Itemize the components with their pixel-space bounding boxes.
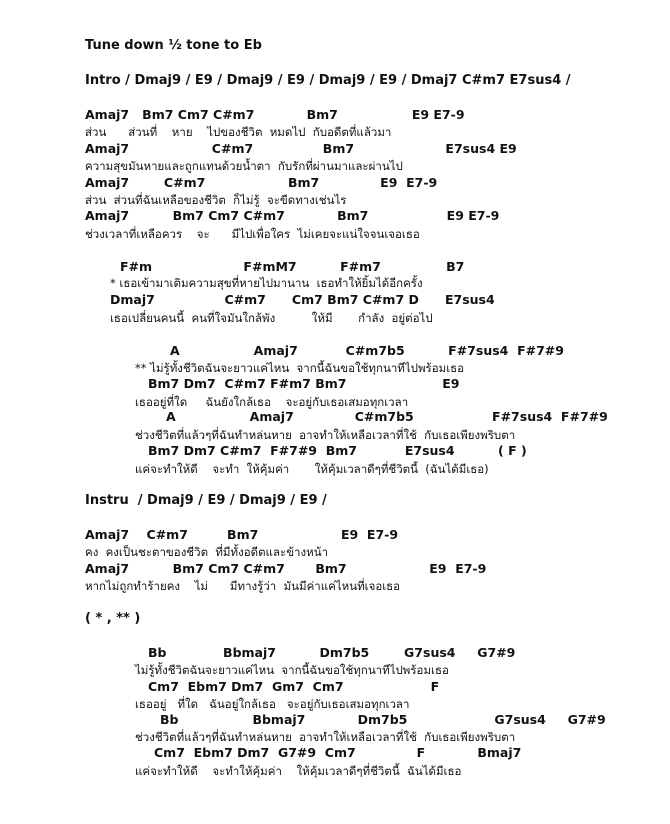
chord-line: Bm7 Dm7 C#m7 F#7#9 Bm7 E7sus4 ( F ) xyxy=(148,443,527,458)
lyric-line: เธออยู่ ที่ใด ฉันอยู่ใกล้เธอ จะอยู่กับเธอเสมอทุกเวลา xyxy=(135,697,410,711)
lyric-line: ความสุขมันหายและถูกแทนด้วยน้ำตา กับรักที่ผ่านมาและผ่านไป xyxy=(85,159,403,173)
chord-line: Amaj7 Bm7 Cm7 C#m7 Bm7 E9 E7-9 xyxy=(85,107,465,122)
chord-line: Bb Bbmaj7 Dm7b5 G7sus4 G7#9 xyxy=(148,645,516,660)
intro-line: Intro / Dmaj9 / E9 / Dmaj9 / E9 / Dmaj9 / E9 / Dmaj7 C#m7 E7sus4 / xyxy=(85,73,571,88)
repeat-mark: ( * , ** ) xyxy=(85,611,141,626)
lyric-line: ช่วงชีวิตที่แล้วๆที่ฉันทำหล่นหาย อาจทำให้เหลือเวลาที่ใช้ กับเธอเพียงพริบตา xyxy=(135,428,516,442)
chord-line: F#m F#mM7 F#m7 B7 xyxy=(120,259,465,274)
lyric-line: ช่วงเวลาที่เหลือควร จะ มีไปเพื่อใคร ไม่เคยจะแน่ใจจนเจอเธอ xyxy=(85,227,420,241)
chord-line: A Amaj7 C#m7b5 F#7sus4 F#7#9 xyxy=(170,343,564,358)
chord-line: Cm7 Ebm7 Dm7 G7#9 Cm7 F Bmaj7 xyxy=(154,745,522,760)
lyric-line: คง คงเป็นชะตาของชีวิต ที่มีทั้งอดีตและข้างหน้า xyxy=(85,545,329,559)
lyric-line: ไม่รู้ทั้งชีวิตฉันจะยาวแค่ไหน จากนี้ฉันขอใช้ทุกนาทีไปพร้อมเธอ xyxy=(135,663,449,677)
chord-line: Bb Bbmaj7 Dm7b5 G7sus4 G7#9 xyxy=(160,712,606,727)
lyric-line: ช่วงชีวิตที่แล้วๆที่ฉันทำหล่นหาย อาจทำให้เหลือเวลาที่ใช้ กับเธอเพียงพริบตา xyxy=(135,730,516,744)
lyric-line: เธอเปลี่ยนคนนี้ คนที่ใจมันใกล้พัง ให้มี กำลัง อยู่ต่อไป xyxy=(110,311,433,325)
chord-line: Dmaj7 C#m7 Cm7 Bm7 C#m7 D E7sus4 xyxy=(110,292,495,307)
lyric-line: * เธอเข้ามาเติมความสุขที่หายไปมานาน เธอทำให้ยิ้มได้อีกครั้ง xyxy=(110,276,423,290)
lyric-line: แค่จะทำให้ดี จะทำ ให้คุ้มค่า ให้คุ้มเวลาดีๆที่ชีวิตนี้ (ฉันได้มีเธอ) xyxy=(135,462,489,476)
lyric-line: เธออยู่ที่ใด ฉันยังใกล้เธอ จะอยู่กับเธอเสมอทุกเวลา xyxy=(135,395,409,409)
chord-line: Amaj7 C#m7 Bm7 E7sus4 E9 xyxy=(85,141,517,156)
chord-line: Amaj7 Bm7 Cm7 C#m7 Bm7 E9 E7-9 xyxy=(85,208,500,223)
chord-line: Amaj7 C#m7 Bm7 E9 E7-9 xyxy=(85,175,438,190)
chord-line: Amaj7 Bm7 Cm7 C#m7 Bm7 E9 E7-9 xyxy=(85,561,487,576)
chord-line: Amaj7 C#m7 Bm7 E9 E7-9 xyxy=(85,527,399,542)
lyric-line: ** ไม่รู้ทั้งชีวิตฉันจะยาวแค่ไหน จากนี้ฉันขอใช้ทุกนาทีไปพร้อมเธอ xyxy=(135,361,465,375)
lyric-line: หากไม่ถูกทำร้ายคง ไม่ มีทางรู้ว่า มันมีค่าแค่ไหนที่เจอเธอ xyxy=(85,579,401,593)
chord-line: A Amaj7 C#m7b5 F#7sus4 F#7#9 xyxy=(166,409,608,424)
lyric-line: ส่วน ส่วนที่ฉันเหลือของชีวิต ก็ไม่รู้ จะขีดทางเช่นไร xyxy=(85,193,347,207)
lyric-line: ส่วน ส่วนที่ หาย ไปของชีวิต หมดไป กับอดีตที่แล้วมา xyxy=(85,125,392,139)
chord-line: Cm7 Ebm7 Dm7 Gm7 Cm7 F xyxy=(148,679,440,694)
instru-line: Instru / Dmaj9 / E9 / Dmaj9 / E9 / xyxy=(85,493,327,508)
chord-line: Bm7 Dm7 C#m7 F#m7 Bm7 E9 xyxy=(148,376,460,391)
song-key-note: Tune down ½ tone to Eb xyxy=(85,38,262,53)
lyric-line: แค่จะทำให้ดี จะทำให้คุ้มค่า ให้คุ้มเวลาดีๆที่ชีวิตนี้ ฉันได้มีเธอ xyxy=(135,764,462,778)
